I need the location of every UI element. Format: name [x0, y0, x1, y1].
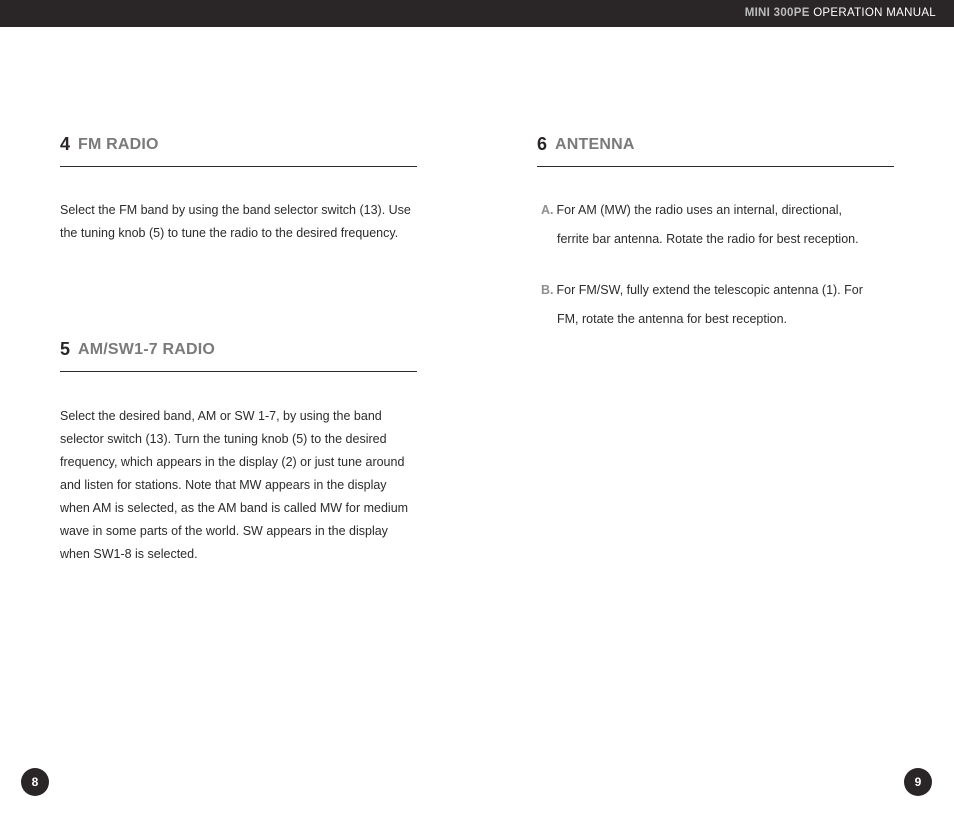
section-title: AM/SW1-7 RADIO — [78, 341, 216, 358]
manual-title — [745, 7, 936, 19]
section-title: FM RADIO — [78, 136, 159, 153]
item-line: FM, rotate the antenna for best reception. — [557, 312, 787, 326]
item-line: ferrite bar antenna. Rotate the radio for best reception. — [557, 232, 859, 246]
section-heading — [60, 134, 417, 167]
antenna-item-a — [541, 196, 881, 254]
section-antenna — [537, 134, 894, 326]
page-number-right: 9 — [904, 768, 932, 796]
section-am-sw-radio — [60, 339, 417, 561]
section-fm-radio — [60, 134, 417, 240]
section-number: 5 — [60, 339, 71, 359]
item-line: For FM/SW, fully extend the telescopic antenna (1). For — [556, 283, 863, 297]
page-number-left: 8 — [21, 768, 49, 796]
section-heading — [537, 134, 894, 167]
model-name: MINI 300PE — [744, 7, 810, 19]
section-number: 6 — [537, 134, 548, 154]
manual-label: OPERATION MANUAL — [813, 7, 936, 19]
item-line: For AM (MW) the radio uses an internal, directional, — [556, 203, 843, 217]
section-title: ANTENNA — [555, 136, 635, 153]
antenna-item-b — [541, 276, 881, 334]
section-body: Select the desired band, AM or SW 1-7, by using the band selector switch (13). Turn the tuning knob (5) to the desired frequency, which appears in the display (2) or just tune around and listen for stations. Note that MW appears in the display when AM is selected, as the AM band is called MW for medium wave in some parts of the world. SW appears in the display when SW1-8 is selected. — [60, 409, 409, 561]
header-bar — [0, 0, 954, 27]
section-heading — [60, 339, 417, 372]
section-number: 4 — [60, 134, 71, 154]
section-body: Select the FM band by using the band selector switch (13). Use the tuning knob (5) to tune the radio to the desired frequency. — [60, 203, 411, 240]
item-letter: B. — [541, 283, 554, 297]
item-letter: A. — [541, 203, 554, 217]
